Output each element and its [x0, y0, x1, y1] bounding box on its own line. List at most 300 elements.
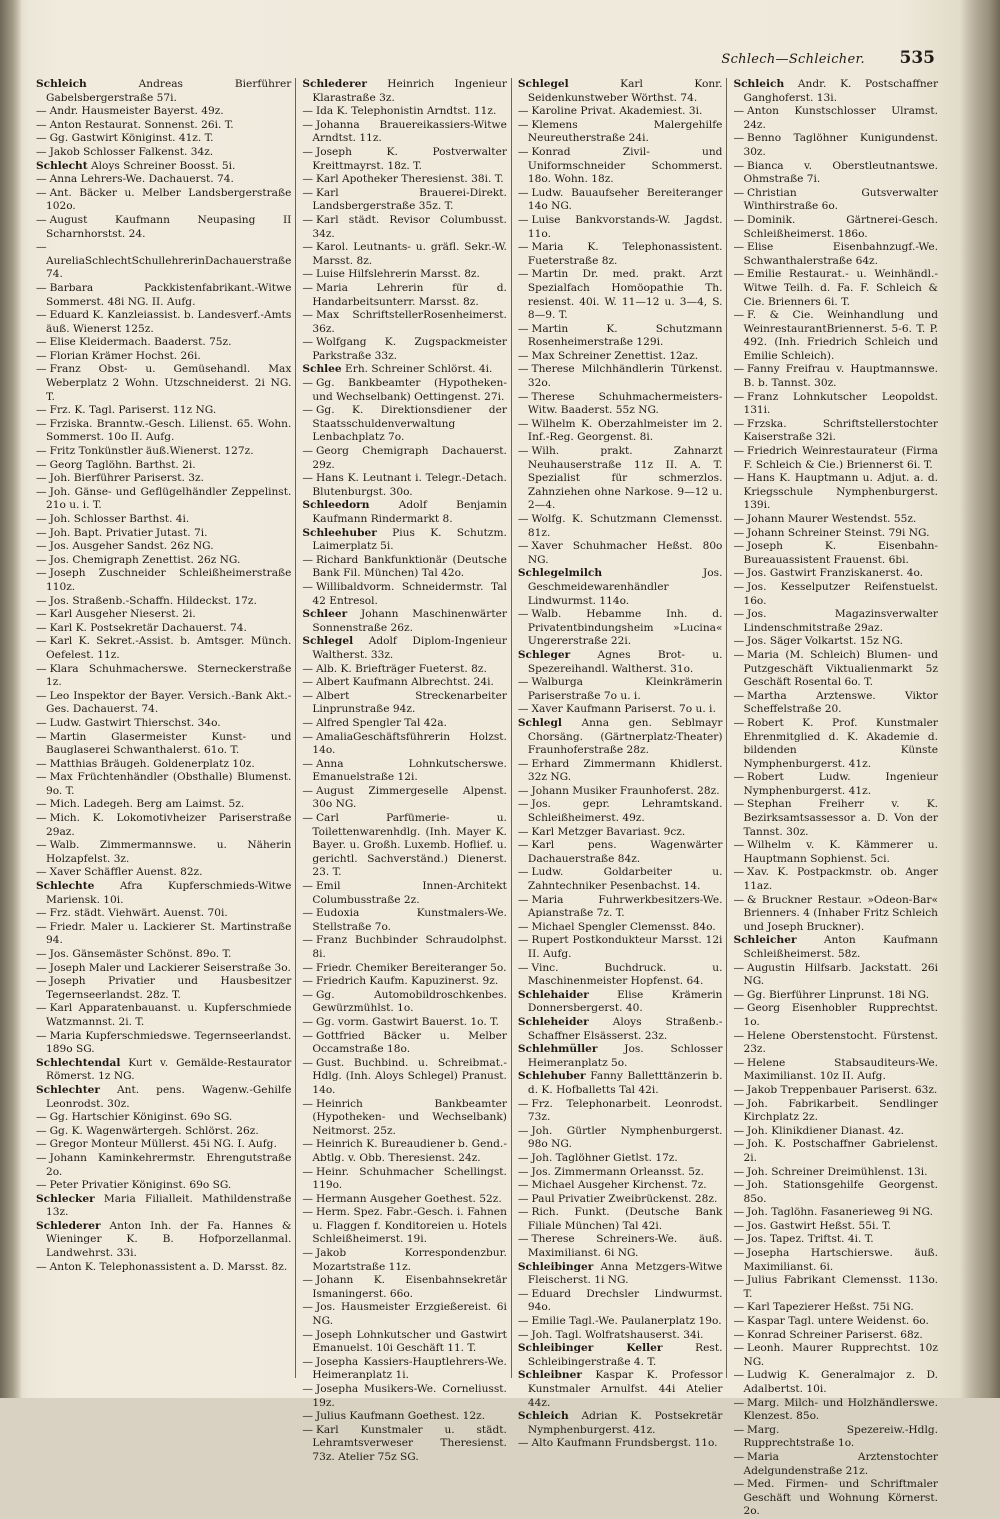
entry-dash: — — [733, 1328, 745, 1341]
entry-text: Konrad Schreiner Pariserst. 68z. — [747, 1328, 923, 1341]
entry-text: Franz Obst- u. Gemüsehandl. Max Weberplatz 2 Wohn. Utzschneiderst. 2i NG. T. — [46, 363, 292, 403]
entry-text: Anton K. Telephonassistent a. D. Marsst. 8z. — [49, 1260, 288, 1273]
entry-dash: — — [36, 363, 47, 376]
directory-entry — [733, 1233, 938, 1247]
entry-dash: — — [733, 866, 745, 879]
entry-text: Herm. Spez. Fabr.-Gesch. i. Fahnen u. Flaggen f. Konditoreien u. Hotels Schleißheimerst. 19i. — [312, 1206, 507, 1246]
entry-text: Julius Kaufmann Goethest. 12z. — [315, 1410, 486, 1423]
entry-text: Elise Kleidermach. Baaderst. 75z. — [49, 336, 232, 349]
entry-dash: — — [302, 1192, 313, 1205]
entry-dash: — — [36, 526, 47, 539]
entry-text: Jos. Säger Volkartst. 15z NG. — [747, 635, 903, 648]
directory-columns — [30, 78, 942, 1518]
entry-dash: — — [36, 309, 47, 322]
entry-dash: — — [733, 1369, 745, 1382]
entry-surname: Schleich — [36, 78, 87, 90]
directory-entry — [36, 105, 291, 119]
entry-dash: — — [302, 1029, 313, 1042]
entry-dash: — — [36, 1124, 47, 1137]
directory-entry — [733, 1301, 938, 1315]
directory-entry — [518, 1043, 723, 1070]
entry-dash: — — [36, 105, 47, 118]
directory-entry — [302, 527, 507, 554]
directory-entry — [518, 323, 723, 350]
directory-entry — [733, 771, 938, 798]
directory-entry — [518, 703, 723, 717]
entry-text: Kaspar K. Professor Kunstmaler Arnulfst. 44i Atelier 44z. — [527, 1369, 723, 1409]
entry-dash: — — [733, 988, 745, 1001]
directory-entry — [302, 377, 507, 404]
entry-text: Joseph Maler und Lackierer Seiserstraße 3o. — [49, 961, 291, 974]
entry-dash: — — [36, 567, 47, 580]
directory-entry — [733, 1247, 938, 1274]
entry-dash: — — [733, 526, 745, 539]
entry-text: Friedr. Chemiker Bereiteranger 5o. — [315, 961, 507, 974]
entry-text: Maria Arztenstochter Adelgundenstraße 21z. — [743, 1450, 938, 1477]
directory-entry — [733, 567, 938, 581]
directory-entry — [733, 1138, 938, 1165]
directory-entry — [733, 1478, 938, 1519]
directory-entry — [36, 241, 291, 282]
entry-dash: — — [302, 1274, 313, 1287]
entry-text: Elise Eisenbahnzugf.-We. Schwanthalerstraße 64z. — [743, 241, 938, 267]
entry-text: Gg. K. Direktionsdiener der Staatsschuldenverwaltung Lenbachplatz 7o. — [312, 404, 507, 444]
entry-text: Joh. Schlosser Barthst. 4i. — [49, 513, 190, 525]
entry-surname: Schlehmüller — [517, 1043, 598, 1056]
entry-dash: — — [733, 961, 745, 974]
entry-dash: — — [517, 349, 529, 362]
entry-dash: — — [517, 1315, 529, 1328]
entry-text: F. & Cie. Weinhandlung und WeinrestaurantBriennerst. 5-6. T. P. 492. (Inh. Friedrich Schleich und Emilie Schleich). — [743, 309, 938, 362]
directory-entry — [302, 336, 507, 363]
directory-entry — [733, 472, 938, 513]
directory-entry — [733, 1030, 938, 1057]
entry-dash: — — [302, 105, 313, 118]
directory-entry — [518, 1166, 723, 1180]
entry-dash: — — [517, 1233, 529, 1246]
entry-text: Joh. Gürtler Nymphenburgerst. 98o NG. — [527, 1124, 723, 1151]
directory-entry — [518, 1342, 723, 1369]
entry-dash: — — [36, 635, 47, 648]
entry-text: Adrian K. Postsekretär Nymphenburgerst. 41z. — [527, 1410, 723, 1436]
entry-dash: — — [302, 173, 313, 186]
entry-text: Erh. Schreiner Schlörst. 4i. — [345, 363, 493, 376]
entry-text: Martin Dr. med. prakt. Arzt Spezialfach Homöopathie Th. resienst. 40i. W. 11—12 u. 3—4, S. 8—9. T. — [527, 268, 723, 322]
entry-surname: Schlehuber — [517, 1070, 586, 1083]
directory-entry — [302, 581, 507, 608]
directory-entry — [733, 717, 938, 771]
entry-surname: Schlegelmilch — [517, 567, 603, 580]
directory-entry — [518, 894, 723, 921]
entry-dash: — — [302, 1355, 313, 1368]
entry-dash: — — [733, 1342, 745, 1355]
entry-text: Wilhelm K. Oberzahlmeister im 2. Inf.-Reg. Georgenst. 8i. — [527, 417, 723, 444]
entry-text: Andr. Hausmeister Bayerst. 49z. — [49, 105, 224, 118]
directory-entry — [36, 948, 291, 962]
entry-dash: — — [302, 784, 313, 797]
entry-text: Michael Spengler Clemensst. 84o. — [531, 920, 716, 933]
directory-entry — [36, 132, 291, 146]
directory-entry — [518, 350, 723, 364]
entry-dash: — — [36, 417, 47, 430]
entry-text: Friedr. Maler u. Lackierer St. Martinstraße 94. — [46, 920, 292, 947]
entry-text: Xaver Kaufmann Pariserst. 7o u. i. — [531, 703, 716, 716]
entry-surname: Schleich — [517, 1410, 569, 1423]
directory-entry — [733, 635, 938, 649]
directory-entry — [733, 1220, 938, 1234]
directory-entry — [302, 717, 507, 731]
entry-text: Maria Fuhrwerkbesitzers-We. Apianstraße 7z. T. — [527, 893, 723, 920]
entry-dash: — — [517, 445, 529, 458]
directory-entry — [733, 649, 938, 690]
entry-dash: — — [302, 934, 313, 947]
directory-entry — [733, 445, 938, 472]
entry-surname: Schleedorn — [302, 499, 370, 512]
entry-text: Wilhelm v. K. Kämmerer u. Hauptmann Sophienst. 5ci. — [743, 839, 938, 865]
entry-text: Joh. Schreiner Dreimühlenst. 13i. — [747, 1165, 928, 1178]
entry-text: Alfred Spengler Tal 42a. — [315, 716, 447, 729]
entry-dash: — — [36, 241, 47, 254]
directory-entry — [302, 975, 507, 989]
entry-dash: — — [517, 417, 529, 430]
entry-text: Benno Taglöhner Kunigundenst. 30z. — [743, 132, 938, 158]
entry-text: Karl pens. Wagenwärter Dachauerstraße 84z. — [527, 839, 723, 865]
entry-text: Joh. Bierführer Pariserst. 3z. — [49, 472, 204, 485]
directory-entry — [36, 731, 291, 758]
entry-text: Pius K. Schutzm. Laimerplatz 5i. — [312, 526, 507, 553]
entry-text: Anna Lehrers-We. Dachauerst. 74. — [49, 173, 234, 186]
entry-dash: — — [302, 961, 313, 974]
entry-surname: Schlechter — [36, 1083, 100, 1096]
directory-entry — [36, 527, 291, 541]
entry-text: Joh. Tagl. Wolfratshauserst. 34i. — [531, 1328, 704, 1341]
entry-text: Fritz Tonkünstler äuß.Wienerst. 127z. — [49, 445, 254, 458]
entry-dash: — — [517, 322, 529, 335]
entry-dash: — — [302, 445, 313, 458]
entry-dash: — — [302, 662, 313, 675]
entry-text: Jos. Hausmeister Erzgießereist. 6i NG. — [312, 1301, 507, 1328]
directory-entry — [36, 812, 291, 839]
running-head: Schlech—Schleicher. — [721, 52, 865, 67]
entry-text: Gg. Hartschier Königinst. 69o SG. — [49, 1111, 233, 1124]
entry-text: Frziska. Branntw.-Gesch. Lilienst. 65. Wohn. Sommerst. 10o II. Aufg. — [46, 417, 292, 444]
directory-entry — [302, 880, 507, 907]
directory-entry — [733, 105, 938, 132]
entry-text: Johanna Brauereikassiers-Witwe Arndtst. 11z. — [312, 118, 507, 145]
directory-entry — [733, 540, 938, 567]
directory-entry — [302, 1030, 507, 1057]
entry-dash: — — [36, 1111, 47, 1124]
entry-dash: — — [302, 241, 313, 254]
directory-entry — [733, 962, 938, 989]
entry-dash: — — [733, 1179, 745, 1192]
entry-text: Wolfg. K. Schutzmann Clemensst. 81z. — [527, 513, 723, 539]
entry-text: Jakob Korrespondenzbur. Mozartstraße 11z. — [312, 1247, 507, 1273]
entry-dash: — — [517, 839, 529, 852]
entry-dash: — — [302, 1247, 313, 1260]
entry-dash: — — [36, 948, 47, 960]
directory-entry — [302, 758, 507, 785]
entry-surname: Schleger — [517, 648, 571, 661]
entry-dash: — — [36, 608, 47, 621]
entry-text: Wilh. prakt. Zahnarzt Neuhauserstraße 11z II. A. T. Spezialist für schmerzlos. Zahnziehen ohne Narkose. 9—12 u. 2—4. — [527, 445, 723, 512]
entry-dash: — — [517, 241, 529, 254]
directory-entry — [36, 1179, 291, 1193]
entry-text: Walburga Kleinkrämerin Pariserstraße 7o u. i. — [527, 676, 723, 702]
directory-entry — [302, 363, 507, 377]
entry-text: Joseph K. Postverwalter Kreittmayrst. 18z. T. — [312, 145, 507, 172]
entry-dash: — — [36, 621, 47, 634]
directory-entry — [733, 1369, 938, 1396]
entry-text: Klemens Malergehilfe Neureutherstraße 24i. — [527, 118, 723, 145]
entry-text: Karl Apparatenbauanst. u. Kupferschmiede Watzmannst. 2i. T. — [46, 1002, 292, 1028]
directory-entry — [518, 649, 723, 676]
directory-entry — [518, 1206, 723, 1233]
entry-text: Emilie Restaurat.- u. Weinhändl.-Witwe Teilh. d. Fa. F. Schleich & Cie. Brienners 6i. T. — [743, 268, 938, 308]
column-4 — [727, 78, 942, 1518]
directory-entry — [733, 1315, 938, 1329]
entry-dash: — — [36, 213, 47, 226]
directory-entry — [36, 880, 291, 907]
entry-text: Anna Metzgers-Witwe Fleischerst. 1i NG. — [527, 1260, 723, 1287]
entry-surname: Schlederer — [36, 1219, 101, 1232]
entry-dash: — — [36, 540, 47, 553]
directory-entry — [36, 622, 291, 636]
entry-dash: — — [733, 716, 745, 729]
entry-text: Jos. Gastwirt Franziskanerst. 4o. — [747, 567, 924, 580]
entry-dash: — — [302, 145, 313, 158]
entry-text: Karl Tapezierer Heßst. 75i NG. — [747, 1301, 914, 1314]
entry-dash: — — [733, 1396, 745, 1409]
directory-entry — [36, 146, 291, 160]
directory-entry — [36, 1111, 291, 1125]
entry-text: Frz. städt. Viehwärt. Auenst. 70i. — [49, 907, 228, 920]
directory-entry — [36, 771, 291, 798]
page-edge-shadow — [960, 0, 1000, 1398]
directory-entry — [518, 567, 723, 608]
entry-text: Karoline Privat. Akademiest. 3i. — [531, 105, 703, 118]
directory-entry — [518, 1193, 723, 1207]
directory-entry — [518, 187, 723, 214]
entry-text: Ant. Bäcker u. Melber Landsbergerstraße 102o. — [46, 186, 292, 213]
directory-entry — [302, 731, 507, 758]
entry-text: Jos. Schlosser Heimeranplatz 5o. — [527, 1043, 723, 1069]
directory-entry — [36, 866, 291, 880]
entry-dash: — — [733, 1206, 745, 1219]
entry-text: Jos. gepr. Lehramtskand. Schleißheimerst. 49z. — [527, 798, 723, 825]
entry-dash: — — [36, 281, 47, 294]
entry-text: Willibaldvorm. Schneidermstr. Tal 42 Entresol. — [312, 580, 507, 607]
entry-text: Afra Kupferschmieds-Witwe Mariensk. 10i. — [46, 880, 292, 906]
entry-dash: — — [517, 1192, 529, 1205]
entry-dash: — — [302, 880, 313, 893]
directory-entry — [302, 663, 507, 677]
entry-dash: — — [36, 404, 47, 417]
entry-dash: — — [733, 1233, 745, 1246]
column-3 — [512, 78, 728, 1450]
entry-dash: — — [733, 268, 745, 281]
entry-text: Ludw. Gastwirt Thierschst. 34o. — [49, 716, 221, 729]
entry-text: Ludw. Bauaufseher Bereiteranger 14o NG. — [527, 186, 723, 213]
entry-text: Gg. Gastwirt Königinst. 41z. T. — [49, 132, 214, 145]
entry-surname: Schlecker — [36, 1192, 95, 1205]
entry-text: Georg Chemigraph Dachauerst. 29z. — [312, 445, 507, 471]
entry-dash: — — [517, 540, 529, 553]
directory-entry — [733, 1179, 938, 1206]
entry-surname: Schlechte — [36, 880, 95, 893]
entry-dash: — — [36, 662, 47, 675]
directory-entry — [302, 1016, 507, 1030]
directory-entry — [733, 934, 938, 961]
entry-text: Jos. Zimmermann Orleansst. 5z. — [531, 1165, 704, 1178]
entry-dash: — — [302, 689, 313, 702]
directory-entry — [518, 146, 723, 187]
directory-entry — [518, 1152, 723, 1166]
directory-entry — [36, 418, 291, 445]
entry-text: Joseph Zuschneider Schleißheimerstraße 110z. — [46, 567, 292, 593]
directory-entry — [302, 1383, 507, 1410]
entry-text: Vinc. Buchdruck. u. Maschinenmeister Hopfenst. 64. — [527, 961, 723, 988]
directory-entry — [733, 1451, 938, 1478]
directory-entry — [302, 635, 507, 662]
entry-text: Paul Privatier Zweibrückenst. 28z. — [531, 1192, 718, 1205]
directory-entry — [733, 160, 938, 187]
entry-dash: — — [36, 716, 47, 729]
directory-entry — [518, 785, 723, 799]
directory-entry — [36, 717, 291, 731]
entry-text: Jos. Tapez. Triftst. 4i. T. — [747, 1233, 874, 1246]
directory-entry — [36, 363, 291, 404]
entry-dash: — — [517, 1179, 529, 1192]
directory-entry — [302, 187, 507, 214]
directory-entry — [36, 282, 291, 309]
entry-dash: — — [36, 975, 47, 988]
directory-entry — [733, 1002, 938, 1029]
entry-dash: — — [733, 445, 745, 458]
entry-text: AureliaSchlechtSchullehrerinDachauerstraße 74. — [46, 254, 292, 281]
directory-entry — [733, 1397, 938, 1424]
directory-entry — [733, 1057, 938, 1084]
directory-entry — [302, 1247, 507, 1274]
entry-dash: — — [302, 268, 313, 281]
directory-entry — [733, 798, 938, 839]
entry-dash: — — [517, 825, 529, 838]
directory-entry — [733, 1342, 938, 1369]
entry-dash: — — [517, 390, 529, 403]
entry-text: Konrad Zivil- und Uniformschneider Schommerst. 18o. Wohn. 18z. — [527, 145, 723, 186]
entry-dash: — — [733, 1478, 745, 1491]
entry-surname: Schleibner — [517, 1369, 582, 1382]
entry-text: Heinrich Bankbeamter (Hypotheken- und Wechselbank) Neitmorst. 25z. — [312, 1097, 507, 1137]
directory-entry — [302, 989, 507, 1016]
column-1 — [30, 78, 296, 1378]
entry-text: Jos. Geschmeidewarenhändler Lindwurmst. 114o. — [527, 567, 723, 607]
directory-entry — [518, 1315, 723, 1329]
directory-entry — [518, 608, 723, 649]
entry-dash: — — [517, 961, 529, 974]
entry-dash: — — [36, 812, 47, 825]
entry-dash: — — [733, 580, 745, 593]
entry-dash: — — [517, 1287, 529, 1300]
entry-text: Maria (M. Schleich) Blumen- und Putzgeschäft Viktualienmarkt 5z Geschäft Rosental 6o. T. — [743, 648, 938, 689]
entry-dash: — — [517, 866, 529, 879]
entry-text: Therese Schuhmachermeisters-Witw. Baaderst. 55z NG. — [527, 390, 723, 417]
directory-entry — [302, 1098, 507, 1139]
entry-text: Karl K. Sekret.-Assist. b. Amtsger. Münch. Oefelest. 11z. — [46, 635, 292, 661]
entry-text: Johann K. Eisenbahnsekretär Ismaningerst. 66o. — [312, 1274, 507, 1300]
directory-entry — [36, 486, 291, 513]
directory-entry — [518, 1070, 723, 1097]
entry-text: Alto Kaufmann Frundsbergst. 11o. — [531, 1437, 718, 1450]
directory-entry — [518, 962, 723, 989]
entry-dash: — — [517, 213, 529, 226]
directory-entry — [36, 336, 291, 350]
entry-text: Florian Krämer Hochst. 26i. — [49, 349, 201, 362]
entry-text: Adolf Diplom-Ingenieur Waltherst. 33z. — [312, 635, 507, 661]
entry-dash: — — [36, 445, 47, 458]
entry-dash: — — [302, 1165, 313, 1178]
entry-dash: — — [733, 1219, 745, 1232]
entry-text: Gg. Bankbeamter (Hypotheken- und Wechselbank) Oettingenst. 27i. — [312, 377, 507, 403]
entry-text: Gg. Automobildroschkenbes. Gewürzmühlst. 1o. — [312, 988, 507, 1015]
entry-dash: — — [302, 1410, 313, 1423]
entry-dash: — — [302, 336, 313, 349]
entry-text: Mich. Ladegeh. Berg am Laimst. 5z. — [49, 798, 245, 811]
entry-dash: — — [733, 513, 745, 525]
entry-text: Gust. Buchbind. u. Schreibmat.-Hdlg. (Inh. Aloys Schlegel) Pranust. 14o. — [312, 1056, 507, 1096]
entry-text: Karl Apotheker Theresienst. 38i. T. — [315, 173, 504, 186]
entry-text: Julius Fabrikant Clemensst. 113o. T. — [743, 1274, 938, 1300]
directory-entry — [302, 173, 507, 187]
entry-text: Gg. Bierführer Linprunst. 18i NG. — [747, 988, 929, 1001]
entry-text: Klara Schuhmacherswe. Sterneckerstraße 1z. — [46, 662, 292, 689]
entry-dash: — — [517, 268, 529, 281]
directory-entry — [518, 798, 723, 825]
entry-text: Rupert Postkondukteur Marsst. 12i II. Aufg. — [527, 934, 723, 960]
entry-dash: — — [733, 1274, 745, 1287]
entry-text: Hans K. Hauptmann u. Adjut. a. d. Kriegsschule Nymphenburgerst. 139i. — [743, 472, 938, 512]
entry-dash: — — [517, 676, 529, 689]
entry-dash: — — [36, 798, 47, 811]
directory-entry — [518, 921, 723, 935]
entry-text: Frz. K. Tagl. Pariserst. 11z NG. — [49, 404, 217, 417]
directory-entry — [302, 934, 507, 961]
entry-dash: — — [733, 1056, 745, 1069]
entry-dash: — — [302, 1206, 313, 1219]
entry-text: Elise Krämerin Donnersbergerst. 40. — [527, 988, 723, 1015]
entry-dash: — — [302, 1138, 313, 1151]
directory-entry — [302, 1356, 507, 1383]
entry-text: Adolf Benjamin Kaufmann Rindermarkt 8. — [312, 499, 507, 525]
directory-entry — [518, 1329, 723, 1343]
directory-entry — [36, 472, 291, 486]
entry-text: Helene Stabsauditeurs-We. Maximilianst. 10z II. Aufg. — [743, 1056, 938, 1083]
directory-entry — [302, 445, 507, 472]
entry-dash: — — [302, 281, 313, 294]
entry-dash: — — [733, 689, 745, 702]
directory-entry — [36, 214, 291, 241]
directory-entry — [36, 921, 291, 948]
directory-entry — [302, 404, 507, 445]
entry-text: Aloys Schreiner Boosst. 5i. — [91, 159, 236, 172]
entry-dash: — — [517, 105, 529, 118]
directory-entry — [302, 676, 507, 690]
entry-text: Therese Milchhändlerin Türkenst. 32o. — [527, 363, 723, 390]
entry-dash: — — [36, 472, 47, 485]
entry-text: Maria Kupferschmiedswe. Tegernseerlandst. 189o SG. — [46, 1029, 292, 1056]
entry-text: Ludw. Goldarbeiter u. Zahntechniker Pesenbachst. 14. — [527, 866, 723, 893]
entry-text: & Bruckner Restaur. »Odeon-Bar« Brienners. 4 (Inhaber Fritz Schleich und Joseph Bruckner). — [743, 893, 938, 933]
